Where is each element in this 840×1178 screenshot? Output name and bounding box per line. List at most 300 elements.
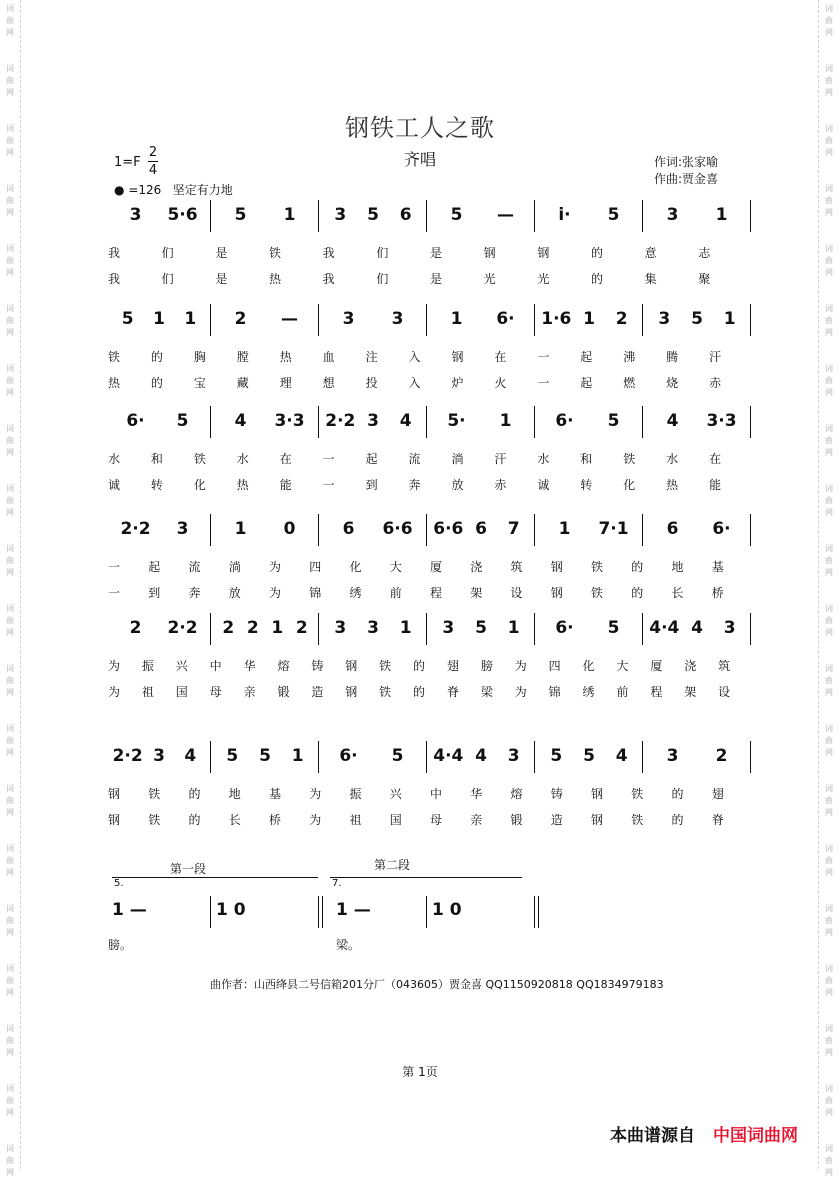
page-number: 第 1页 — [402, 1065, 438, 1079]
lyric-1: 振 — [349, 787, 362, 801]
lyric-1: 流 — [188, 560, 201, 574]
lyric-2: 为 — [514, 685, 527, 699]
lyric-1: 厦 — [650, 659, 663, 673]
watermark-glyph: 曲 — [825, 376, 833, 385]
watermark-glyph: 曲 — [6, 616, 14, 625]
source-site-link: 中国词曲网 — [713, 1126, 798, 1146]
note: 5 — [391, 746, 404, 766]
watermark-glyph: 曲 — [6, 76, 14, 85]
watermark-glyph: 词 — [6, 184, 14, 193]
watermark-glyph: 曲 — [6, 256, 14, 265]
lyric-2: 想 — [322, 376, 335, 390]
lyric-1: 起 — [365, 452, 378, 466]
lyric-1: 铁 — [148, 787, 161, 801]
watermark-glyph: 网 — [825, 928, 833, 937]
note: 5 — [607, 618, 620, 638]
barline — [210, 514, 211, 546]
watermark-glyph: 词 — [825, 64, 833, 73]
watermark-glyph: 网 — [6, 88, 14, 97]
note: 6· — [496, 309, 515, 329]
watermark-glyph: 网 — [825, 1048, 833, 1057]
lyric-2: 母 — [209, 685, 222, 699]
note: — — [281, 309, 298, 329]
lyric-2: 放 — [451, 478, 464, 492]
lyric-2: 锦 — [548, 685, 561, 699]
lyric-1: 铁 — [591, 560, 604, 574]
lyric-2: 祖 — [141, 685, 154, 699]
lyric-1: 为 — [309, 787, 322, 801]
watermark-glyph: 曲 — [6, 856, 14, 865]
lyric-2: 为 — [309, 813, 322, 827]
lyric-2: 程 — [430, 586, 443, 600]
note: 4 — [615, 746, 628, 766]
note: 3 — [666, 205, 679, 225]
lyric-2: 宝 — [193, 376, 206, 390]
lyric-1: 铁 — [379, 659, 392, 673]
lyric-1: 熔 — [277, 659, 290, 673]
note: 5 — [691, 309, 703, 329]
composer: 作曲:贾金喜 — [654, 172, 719, 186]
watermark-glyph: 网 — [825, 208, 833, 217]
note: — — [497, 205, 514, 225]
lyric-1: 淌 — [228, 560, 241, 574]
note: 1 — [153, 309, 165, 329]
lyric-2: 化 — [193, 478, 206, 492]
note: 1 — [271, 618, 284, 638]
barline — [642, 304, 643, 336]
lyric-2: 一 — [322, 478, 335, 492]
lyric-1: 厦 — [430, 560, 443, 574]
barline — [750, 613, 751, 645]
watermark-glyph: 曲 — [825, 1156, 833, 1165]
note: 2 — [129, 618, 142, 638]
barline — [322, 896, 323, 928]
note: 5 — [607, 411, 620, 431]
lyric-2: 热 — [269, 272, 282, 286]
lyric-1: 汗 — [709, 350, 722, 364]
lyric-1: 兴 — [389, 787, 402, 801]
watermark-glyph: 词 — [6, 904, 14, 913]
lyric-1: 膛 — [236, 350, 249, 364]
watermark-glyph: 曲 — [6, 196, 14, 205]
watermark-glyph: 网 — [825, 448, 833, 457]
lyric-2: 到 — [365, 478, 378, 492]
lyric-1: 沸 — [623, 350, 636, 364]
note: 2 — [715, 746, 728, 766]
lyric-1: 华 — [470, 787, 483, 801]
watermark-glyph: 网 — [6, 868, 14, 877]
lyric-2: 到 — [148, 586, 161, 600]
lyric-2: 为 — [108, 685, 121, 699]
lyric-1: 起 — [580, 350, 593, 364]
note: 4 — [666, 411, 679, 431]
lyric-1: 在 — [494, 350, 507, 364]
note: 3 — [367, 411, 379, 431]
lyric-2: 投 — [365, 376, 378, 390]
lyric-2: 诚 — [108, 478, 121, 492]
watermark-glyph: 词 — [825, 1084, 833, 1093]
note: 2 — [246, 618, 259, 638]
watermark-glyph: 词 — [825, 964, 833, 973]
watermark-glyph: 网 — [6, 928, 14, 937]
note: 4·4 — [649, 618, 680, 638]
lyric-2: 们 — [161, 272, 174, 286]
watermark-glyph: 词 — [6, 724, 14, 733]
note: 1 — [234, 519, 247, 539]
lyric-1: 我 — [322, 246, 335, 260]
watermark-glyph: 曲 — [825, 496, 833, 505]
lyric-1: 为 — [108, 659, 121, 673]
lyric-1: 钢 — [537, 246, 550, 260]
lyric-2: 是 — [430, 272, 443, 286]
lyric-2: 转 — [580, 478, 593, 492]
lyric-2: 的 — [413, 685, 426, 699]
note: 5 — [121, 309, 134, 329]
lyric-1: 起 — [148, 560, 161, 574]
second-ending-bracket — [330, 877, 522, 878]
lyric-2: 们 — [376, 272, 389, 286]
watermark-glyph: 词 — [6, 604, 14, 613]
lyric-1: 四 — [548, 659, 561, 673]
lyric-1: 钢 — [451, 350, 464, 364]
lyric-2: 热 — [666, 478, 679, 492]
barline — [642, 613, 643, 645]
lyric-2: 架 — [470, 586, 483, 600]
lyric-1: 一 — [108, 560, 121, 574]
watermark-glyph: 曲 — [6, 436, 14, 445]
lyric-1: 水 — [537, 452, 550, 466]
lyric-1: 基 — [269, 787, 282, 801]
barline — [642, 200, 643, 232]
note: 5 — [475, 618, 487, 638]
watermark-glyph: 词 — [6, 124, 14, 133]
watermark-glyph: 词 — [6, 364, 14, 373]
lyric-2: 能 — [279, 478, 292, 492]
watermark-glyph: 词 — [6, 244, 14, 253]
lyric-1: 是 — [430, 246, 443, 260]
lyric-1: 汗 — [494, 452, 507, 466]
barline — [426, 514, 427, 546]
note: 1 — [499, 411, 512, 431]
watermark-glyph: 曲 — [6, 1156, 14, 1165]
lyric-1: 振 — [141, 659, 154, 673]
watermark-glyph: 网 — [825, 868, 833, 877]
barline — [750, 304, 751, 336]
lyric-2: 火 — [494, 376, 507, 390]
lyric-2: 铁 — [631, 813, 644, 827]
barline — [750, 514, 751, 546]
watermark-glyph: 词 — [6, 4, 14, 13]
watermark-glyph: 曲 — [825, 256, 833, 265]
lyric-1: 热 — [279, 350, 292, 364]
watermark-glyph: 曲 — [825, 916, 833, 925]
lyric-1: 意 — [644, 246, 657, 260]
lyric-1: 铸 — [311, 659, 324, 673]
note: 2 — [615, 309, 628, 329]
note: 1 — [583, 309, 595, 329]
lyric-2: 入 — [408, 376, 421, 390]
note: 3 — [723, 618, 736, 638]
note: 6 — [399, 205, 412, 225]
watermark-glyph: 曲 — [6, 976, 14, 985]
watermark-glyph: 词 — [825, 364, 833, 373]
barline — [534, 896, 535, 928]
watermark-glyph: 网 — [6, 808, 14, 817]
note: 1 — [283, 205, 296, 225]
note: 3·3 — [706, 411, 737, 431]
ending-lyric-2: 梁。 — [336, 938, 361, 952]
watermark-glyph: 网 — [825, 748, 833, 757]
barline — [426, 896, 427, 928]
watermark-glyph: 曲 — [825, 136, 833, 145]
watermark-glyph: 曲 — [825, 976, 833, 985]
watermark-glyph: 词 — [825, 844, 833, 853]
note: 1 — — [112, 900, 147, 920]
lyric-2: 架 — [684, 685, 697, 699]
watermark-glyph: 网 — [6, 448, 14, 457]
lyric-1: 兴 — [175, 659, 188, 673]
watermark-glyph: 网 — [825, 88, 833, 97]
watermark-glyph: 词 — [6, 964, 14, 973]
lyric-1: 在 — [279, 452, 292, 466]
note: 7 — [507, 519, 520, 539]
lyric-1: 华 — [243, 659, 256, 673]
note: 7·1 — [598, 519, 629, 539]
watermark-glyph: 词 — [825, 604, 833, 613]
watermark-glyph: 词 — [825, 124, 833, 133]
lyric-1: 地 — [671, 560, 684, 574]
barline — [210, 200, 211, 232]
lyric-1: 铸 — [550, 787, 563, 801]
watermark-glyph: 网 — [6, 1048, 14, 1057]
note: 5· — [447, 411, 466, 431]
watermark-glyph: 词 — [825, 1144, 833, 1153]
watermark-glyph: 网 — [6, 388, 14, 397]
source-credit[interactable]: 本曲谱源自 中国词曲网 — [610, 1126, 798, 1146]
watermark-glyph: 词 — [6, 1144, 14, 1153]
barline — [534, 200, 535, 232]
note: 6· — [555, 411, 574, 431]
watermark-glyph: 网 — [6, 28, 14, 37]
barline — [750, 200, 751, 232]
lyric-2: 长 — [671, 586, 684, 600]
lyric-2: 奔 — [408, 478, 421, 492]
lyric-2: 理 — [279, 376, 292, 390]
lyric-2: 热 — [108, 376, 121, 390]
watermark-glyph: 曲 — [6, 16, 14, 25]
note: 1 — [184, 309, 197, 329]
watermark-glyph: 曲 — [825, 856, 833, 865]
lyric-2: 的 — [671, 813, 684, 827]
note: 1 0 — [432, 900, 462, 920]
watermark-glyph: 词 — [825, 484, 833, 493]
note: 6· — [555, 618, 574, 638]
barline — [210, 406, 211, 438]
note: 5 — [450, 205, 463, 225]
watermark-glyph: 曲 — [6, 796, 14, 805]
lyric-1: 和 — [150, 452, 163, 466]
note: 6·6 — [433, 519, 464, 539]
watermark-glyph: 曲 — [6, 376, 14, 385]
barline — [750, 406, 751, 438]
watermark-glyph: 网 — [825, 388, 833, 397]
note: 5 — [367, 205, 379, 225]
watermark-glyph: 曲 — [6, 736, 14, 745]
lyric-2: 锻 — [277, 685, 290, 699]
note: 1 — [723, 309, 736, 329]
note: 3 — [442, 618, 455, 638]
note: 1 — [715, 205, 728, 225]
watermark-glyph: 曲 — [825, 16, 833, 25]
lyric-1: 流 — [408, 452, 421, 466]
watermark-glyph: 网 — [6, 628, 14, 637]
note: 5 — [583, 746, 595, 766]
lyric-1: 的 — [188, 787, 201, 801]
lyric-2: 绣 — [349, 586, 362, 600]
lyric-2: 桥 — [711, 586, 724, 600]
watermark-glyph: 网 — [6, 328, 14, 337]
lyric-1: 地 — [228, 787, 241, 801]
lyric-2: 起 — [580, 376, 593, 390]
second-ending-number: 7. — [332, 878, 342, 889]
watermark-glyph: 词 — [6, 844, 14, 853]
watermark-glyph: 词 — [825, 784, 833, 793]
lyric-1: 铁 — [623, 452, 636, 466]
lyric-2: 设 — [510, 586, 523, 600]
note: 6 — [666, 519, 679, 539]
lyric-1: 的 — [671, 787, 684, 801]
note: 2 — [222, 618, 235, 638]
note: 4 — [234, 411, 247, 431]
note: i· — [558, 205, 571, 225]
note: 3 — [666, 746, 679, 766]
lyric-2: 是 — [215, 272, 228, 286]
barline — [318, 514, 319, 546]
barline — [750, 741, 751, 773]
note: 1 — [291, 746, 304, 766]
song-title: 钢铁工人之歌 — [345, 114, 495, 142]
ending-lyric-1: 膀。 — [108, 938, 133, 952]
tempo-marking: ● =126 坚定有力地 — [114, 183, 233, 197]
barline — [534, 304, 535, 336]
watermark-glyph: 网 — [825, 688, 833, 697]
lyric-2: 设 — [718, 685, 731, 699]
watermark-glyph: 网 — [825, 148, 833, 157]
watermark-glyph: 网 — [6, 748, 14, 757]
time-signature: 2 4 — [148, 145, 158, 178]
note: 1 — [399, 618, 412, 638]
composer-contact: 曲作者：山西绛县二号信箱201分厂（043605）贾金喜 QQ1150920818 QQ1834979183 — [210, 978, 664, 991]
barline — [426, 613, 427, 645]
note: 1 — [507, 618, 520, 638]
barline — [538, 896, 539, 928]
lyric-2: 造 — [550, 813, 563, 827]
watermark-glyph: 曲 — [6, 676, 14, 685]
note: 1 0 — [216, 900, 246, 920]
note: 3 — [658, 309, 671, 329]
barline — [534, 613, 535, 645]
note: 3 — [334, 618, 347, 638]
lyric-2: 长 — [228, 813, 241, 827]
lyric-2: 脊 — [711, 813, 724, 827]
lyric-1: 膀 — [480, 659, 493, 673]
lyric-2: 锦 — [309, 586, 322, 600]
watermark-glyph: 网 — [6, 988, 14, 997]
watermark-glyph: 曲 — [825, 436, 833, 445]
note: 2·2 — [325, 411, 356, 431]
watermark-glyph: 曲 — [825, 1096, 833, 1105]
barline — [318, 896, 319, 928]
lyric-2: 祖 — [349, 813, 362, 827]
lyric-1: 腾 — [666, 350, 679, 364]
watermark-glyph: 词 — [825, 184, 833, 193]
note: 3 — [153, 746, 165, 766]
first-ending-label: 第一段 — [170, 862, 207, 876]
watermark-glyph: 词 — [6, 784, 14, 793]
second-ending-label: 第二段 — [374, 858, 411, 872]
lyric-2: 程 — [650, 685, 663, 699]
note: 6· — [339, 746, 358, 766]
lyric-1: 化 — [582, 659, 595, 673]
barline — [318, 304, 319, 336]
lyric-1: 钢 — [108, 787, 121, 801]
lyric-2: 的 — [150, 376, 163, 390]
note: 4 — [184, 746, 197, 766]
watermark-glyph: 网 — [825, 508, 833, 517]
lyric-1: 淌 — [451, 452, 464, 466]
lyric-1: 的 — [413, 659, 426, 673]
watermark-glyph: 网 — [6, 148, 14, 157]
barline — [426, 406, 427, 438]
watermark-glyph: 网 — [6, 508, 14, 517]
lyric-1: 是 — [215, 246, 228, 260]
note: 6 — [342, 519, 355, 539]
watermark-glyph: 网 — [825, 268, 833, 277]
lyric-2: 光 — [483, 272, 496, 286]
watermark-glyph: 网 — [825, 1168, 833, 1177]
barline — [534, 406, 535, 438]
lyric-1: 钢 — [345, 659, 358, 673]
lyric-2: 国 — [389, 813, 402, 827]
watermark-glyph: 曲 — [6, 1036, 14, 1045]
lyric-2: 能 — [709, 478, 722, 492]
watermark-glyph: 网 — [6, 688, 14, 697]
watermark-glyph: 网 — [825, 628, 833, 637]
watermark-glyph: 曲 — [6, 916, 14, 925]
lyric-2: 我 — [108, 272, 121, 286]
key-signature: 1=F — [114, 155, 141, 170]
watermark-glyph: 曲 — [6, 496, 14, 505]
watermark-glyph: 网 — [6, 1108, 14, 1117]
lyric-1: 志 — [698, 246, 711, 260]
note: 2 — [295, 618, 308, 638]
lyric-2: 的 — [591, 272, 604, 286]
note: 3 — [367, 618, 379, 638]
watermark-glyph: 曲 — [825, 616, 833, 625]
note: 5 — [176, 411, 189, 431]
lyric-1: 熔 — [510, 787, 523, 801]
watermark-glyph: 词 — [825, 304, 833, 313]
note: 1 — [450, 309, 463, 329]
watermark-glyph: 词 — [6, 424, 14, 433]
lyric-2: 放 — [228, 586, 241, 600]
watermark-glyph: 词 — [825, 904, 833, 913]
watermark-glyph: 网 — [6, 208, 14, 217]
watermark-glyph: 词 — [6, 544, 14, 553]
lyric-1: 化 — [349, 560, 362, 574]
lyric-2: 前 — [616, 685, 629, 699]
note: 5·6 — [167, 205, 198, 225]
